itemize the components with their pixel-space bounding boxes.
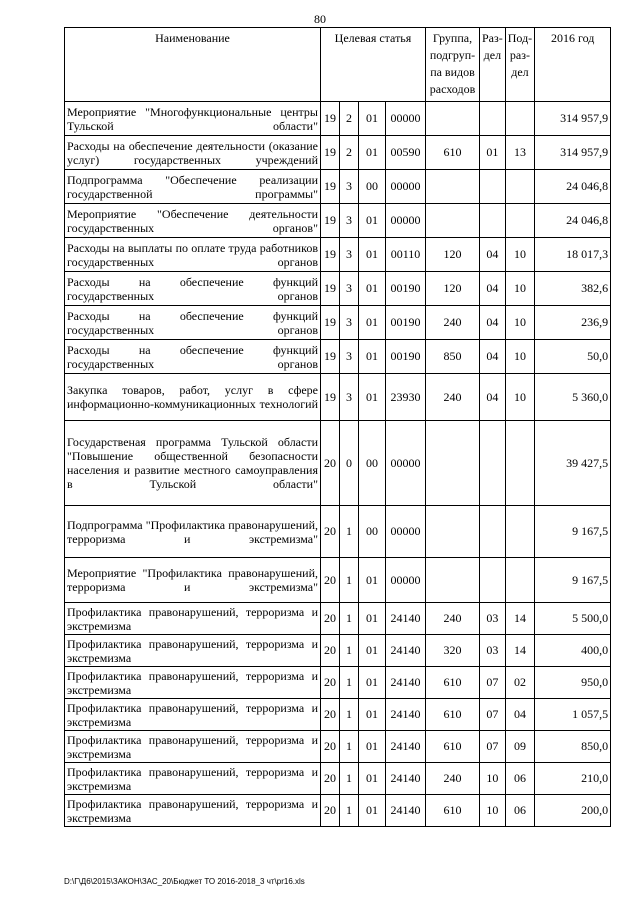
cell-target-direction: 23930	[386, 374, 426, 421]
table-row	[65, 667, 611, 699]
cell-expense-group: 610	[426, 699, 480, 731]
row-label: Профилактика правонарушений, терроризма и экстремизма	[67, 700, 318, 729]
cell-target-event: 01	[359, 763, 386, 795]
cell-target-direction: 24140	[386, 763, 426, 795]
cell-target-event: 01	[359, 558, 386, 603]
cell-target-program: 20	[321, 603, 340, 635]
cell-name	[65, 421, 321, 506]
cell-section: 07	[480, 667, 506, 699]
cell-target-direction: 24140	[386, 699, 426, 731]
cell-section: 04	[480, 238, 506, 272]
col-header-group: Группа, подгруп-па видов расходов	[426, 28, 480, 102]
cell-amount-2016: 950,0	[535, 667, 611, 699]
table-row	[65, 603, 611, 635]
table-row	[65, 204, 611, 238]
cell-target-direction: 00190	[386, 306, 426, 340]
cell-target-direction: 00110	[386, 238, 426, 272]
cell-amount-2016: 210,0	[535, 763, 611, 795]
cell-target-subprogram: 3	[340, 238, 359, 272]
cell-amount-2016: 5 360,0	[535, 374, 611, 421]
cell-target-event: 01	[359, 603, 386, 635]
row-label: Профилактика правонарушений, терроризма и экстремизма	[67, 668, 318, 697]
cell-target-event: 01	[359, 340, 386, 374]
cell-target-program: 19	[321, 136, 340, 170]
cell-name	[65, 306, 321, 340]
cell-target-event: 01	[359, 306, 386, 340]
cell-target-subprogram: 1	[340, 763, 359, 795]
cell-section: 10	[480, 795, 506, 827]
cell-target-subprogram: 1	[340, 603, 359, 635]
table-row	[65, 731, 611, 763]
cell-target-program: 19	[321, 238, 340, 272]
table-row	[65, 699, 611, 731]
cell-expense-group	[426, 102, 480, 136]
cell-name	[65, 795, 321, 827]
cell-target-event: 01	[359, 699, 386, 731]
cell-expense-group: 850	[426, 340, 480, 374]
cell-name	[65, 635, 321, 667]
cell-subsection	[505, 170, 534, 204]
cell-amount-2016: 9 167,5	[535, 558, 611, 603]
cell-section	[480, 170, 506, 204]
cell-target-subprogram: 1	[340, 731, 359, 763]
cell-target-subprogram: 3	[340, 204, 359, 238]
cell-target-program: 20	[321, 795, 340, 827]
row-label: Профилактика правонарушений, терроризма и экстремизма	[67, 796, 318, 825]
cell-name	[65, 272, 321, 306]
cell-section: 04	[480, 272, 506, 306]
cell-section	[480, 204, 506, 238]
cell-amount-2016: 382,6	[535, 272, 611, 306]
table-row	[65, 635, 611, 667]
cell-target-program: 20	[321, 699, 340, 731]
cell-target-subprogram: 2	[340, 136, 359, 170]
table-row	[65, 374, 611, 421]
cell-subsection	[505, 421, 534, 506]
cell-subsection: 13	[505, 136, 534, 170]
cell-target-direction: 24140	[386, 635, 426, 667]
row-label: Профилактика правонарушений, терроризма и экстремизма	[67, 636, 318, 665]
cell-amount-2016: 39 427,5	[535, 421, 611, 506]
cell-target-subprogram: 1	[340, 795, 359, 827]
cell-target-event: 01	[359, 204, 386, 238]
table-row	[65, 238, 611, 272]
cell-target-subprogram: 3	[340, 272, 359, 306]
cell-target-event: 01	[359, 731, 386, 763]
cell-subsection: 04	[505, 699, 534, 731]
row-label: Мероприятие "Профилактика правонарушений, терроризма и экстремизма"	[67, 566, 318, 594]
row-label: Закупка товаров, работ, услуг в сфере информационно-коммуникационных технологий	[67, 383, 318, 411]
row-label: Подпрограмма "Обеспечение реализации государственной программы"	[67, 172, 318, 201]
cell-target-subprogram: 3	[340, 170, 359, 204]
cell-section: 07	[480, 731, 506, 763]
header-row	[65, 28, 611, 102]
cell-subsection: 10	[505, 374, 534, 421]
cell-target-direction: 00190	[386, 272, 426, 306]
cell-name	[65, 204, 321, 238]
cell-target-subprogram: 1	[340, 558, 359, 603]
cell-target-subprogram: 1	[340, 699, 359, 731]
cell-subsection	[505, 558, 534, 603]
cell-target-program: 19	[321, 340, 340, 374]
cell-name	[65, 374, 321, 421]
cell-subsection: 10	[505, 306, 534, 340]
col-header-subsection: Под-раз-дел	[505, 28, 534, 102]
cell-target-event: 01	[359, 238, 386, 272]
cell-amount-2016: 850,0	[535, 731, 611, 763]
row-label: Расходы на обеспечение функций государственных органов	[67, 308, 318, 337]
cell-subsection	[505, 506, 534, 558]
cell-target-event: 01	[359, 102, 386, 136]
cell-name	[65, 667, 321, 699]
table-row	[65, 421, 611, 506]
row-label: Расходы на обеспечение функций государственных органов	[67, 274, 318, 303]
cell-expense-group	[426, 506, 480, 558]
cell-expense-group: 120	[426, 272, 480, 306]
cell-target-direction: 00000	[386, 204, 426, 238]
cell-target-direction: 24140	[386, 667, 426, 699]
cell-target-program: 20	[321, 731, 340, 763]
cell-subsection: 14	[505, 635, 534, 667]
cell-name	[65, 102, 321, 136]
row-label: Профилактика правонарушений, терроризма и экстремизма	[67, 732, 318, 761]
cell-target-program: 20	[321, 506, 340, 558]
page-number: 80	[314, 12, 326, 26]
cell-target-direction: 24140	[386, 795, 426, 827]
cell-expense-group: 610	[426, 667, 480, 699]
cell-name	[65, 506, 321, 558]
cell-section	[480, 102, 506, 136]
cell-target-direction: 00590	[386, 136, 426, 170]
cell-amount-2016: 200,0	[535, 795, 611, 827]
cell-target-program: 20	[321, 421, 340, 506]
cell-expense-group: 610	[426, 731, 480, 763]
cell-target-event: 01	[359, 667, 386, 699]
cell-target-direction: 24140	[386, 731, 426, 763]
cell-target-direction: 00190	[386, 340, 426, 374]
row-label: Подпрограмма "Профилактика правонарушений, терроризма и экстремизма"	[67, 517, 318, 546]
cell-target-subprogram: 0	[340, 421, 359, 506]
table-row	[65, 795, 611, 827]
cell-amount-2016: 5 500,0	[535, 603, 611, 635]
cell-amount-2016: 18 017,3	[535, 238, 611, 272]
cell-amount-2016: 314 957,9	[535, 136, 611, 170]
row-label: Расходы на выплаты по оплате труда работников государственных органов	[67, 240, 318, 269]
cell-expense-group: 610	[426, 795, 480, 827]
cell-expense-group: 120	[426, 238, 480, 272]
cell-target-event: 01	[359, 136, 386, 170]
cell-target-event: 00	[359, 170, 386, 204]
table-row	[65, 763, 611, 795]
table-row	[65, 102, 611, 136]
col-header-name: Наименование	[65, 28, 321, 102]
table-row	[65, 136, 611, 170]
cell-target-subprogram: 2	[340, 102, 359, 136]
cell-target-direction: 00000	[386, 421, 426, 506]
cell-section	[480, 506, 506, 558]
cell-target-event: 01	[359, 374, 386, 421]
table-row	[65, 506, 611, 558]
cell-target-direction: 00000	[386, 170, 426, 204]
table-row	[65, 170, 611, 204]
cell-expense-group: 610	[426, 136, 480, 170]
col-header-target: Целевая статья	[321, 28, 426, 102]
cell-subsection: 10	[505, 340, 534, 374]
cell-section: 10	[480, 763, 506, 795]
cell-expense-group	[426, 170, 480, 204]
cell-section: 04	[480, 374, 506, 421]
cell-subsection	[505, 102, 534, 136]
cell-amount-2016: 1 057,5	[535, 699, 611, 731]
cell-target-direction: 00000	[386, 102, 426, 136]
cell-subsection: 09	[505, 731, 534, 763]
cell-section: 04	[480, 340, 506, 374]
cell-expense-group	[426, 558, 480, 603]
cell-section	[480, 558, 506, 603]
cell-subsection	[505, 204, 534, 238]
col-header-year: 2016 год	[535, 28, 611, 102]
cell-target-subprogram: 3	[340, 306, 359, 340]
cell-section: 03	[480, 635, 506, 667]
row-label: Расходы на обеспечение функций государственных органов	[67, 342, 318, 371]
cell-expense-group: 240	[426, 306, 480, 340]
cell-target-subprogram: 1	[340, 635, 359, 667]
cell-target-subprogram: 1	[340, 506, 359, 558]
cell-section: 04	[480, 306, 506, 340]
cell-expense-group: 240	[426, 374, 480, 421]
cell-expense-group	[426, 204, 480, 238]
cell-target-event: 01	[359, 272, 386, 306]
row-label: Расходы на обеспечение деятельности (оказание услуг) государственных учреждений	[67, 138, 318, 167]
cell-target-program: 19	[321, 102, 340, 136]
table-row	[65, 558, 611, 603]
cell-amount-2016: 24 046,8	[535, 170, 611, 204]
table-row	[65, 306, 611, 340]
cell-amount-2016: 236,9	[535, 306, 611, 340]
cell-expense-group: 320	[426, 635, 480, 667]
file-path-footer: D:\Г\Д6\2015\ЗАКОН\ЗАС_20\Бюджет ТО 2016-2018_3 чт\pr16.xls	[64, 877, 305, 886]
row-label: Государственая программа Тульской области "Повышение общественной безопасности населения и развитие местного самоуправления в Тульской области"	[67, 435, 318, 491]
cell-name	[65, 763, 321, 795]
cell-expense-group: 240	[426, 763, 480, 795]
cell-target-subprogram: 1	[340, 667, 359, 699]
cell-target-direction: 24140	[386, 603, 426, 635]
cell-amount-2016: 400,0	[535, 635, 611, 667]
cell-target-event: 00	[359, 421, 386, 506]
cell-target-program: 19	[321, 272, 340, 306]
cell-target-subprogram: 3	[340, 374, 359, 421]
cell-amount-2016: 50,0	[535, 340, 611, 374]
cell-target-program: 19	[321, 170, 340, 204]
cell-section: 03	[480, 603, 506, 635]
cell-target-program: 20	[321, 667, 340, 699]
row-label: Мероприятие "Многофункциональные центры Тульской области"	[67, 104, 318, 133]
cell-section	[480, 421, 506, 506]
cell-section: 01	[480, 136, 506, 170]
cell-target-program: 20	[321, 635, 340, 667]
cell-target-subprogram: 3	[340, 340, 359, 374]
cell-name	[65, 699, 321, 731]
cell-subsection: 10	[505, 238, 534, 272]
cell-target-direction: 00000	[386, 506, 426, 558]
budget-table	[64, 27, 611, 827]
cell-name	[65, 731, 321, 763]
cell-name	[65, 136, 321, 170]
cell-name	[65, 603, 321, 635]
cell-name	[65, 170, 321, 204]
cell-target-program: 19	[321, 374, 340, 421]
cell-target-program: 19	[321, 306, 340, 340]
cell-target-direction: 00000	[386, 558, 426, 603]
cell-name	[65, 340, 321, 374]
cell-amount-2016: 24 046,8	[535, 204, 611, 238]
cell-target-program: 19	[321, 204, 340, 238]
cell-subsection: 06	[505, 763, 534, 795]
cell-target-program: 20	[321, 558, 340, 603]
cell-target-event: 01	[359, 795, 386, 827]
row-label: Профилактика правонарушений, терроризма и экстремизма	[67, 604, 318, 633]
cell-subsection: 10	[505, 272, 534, 306]
cell-amount-2016: 314 957,9	[535, 102, 611, 136]
cell-section: 07	[480, 699, 506, 731]
cell-subsection: 06	[505, 795, 534, 827]
row-label: Мероприятие "Обеспечение деятельности государственных органов"	[67, 206, 318, 235]
cell-expense-group: 240	[426, 603, 480, 635]
table-row	[65, 340, 611, 374]
cell-subsection: 02	[505, 667, 534, 699]
cell-amount-2016: 9 167,5	[535, 506, 611, 558]
cell-name	[65, 238, 321, 272]
cell-subsection: 14	[505, 603, 534, 635]
cell-expense-group	[426, 421, 480, 506]
row-label: Профилактика правонарушений, терроризма и экстремизма	[67, 764, 318, 793]
cell-target-event: 00	[359, 506, 386, 558]
cell-target-program: 20	[321, 763, 340, 795]
cell-name	[65, 558, 321, 603]
col-header-section: Раз-дел	[480, 28, 506, 102]
table-row	[65, 272, 611, 306]
cell-target-event: 01	[359, 635, 386, 667]
